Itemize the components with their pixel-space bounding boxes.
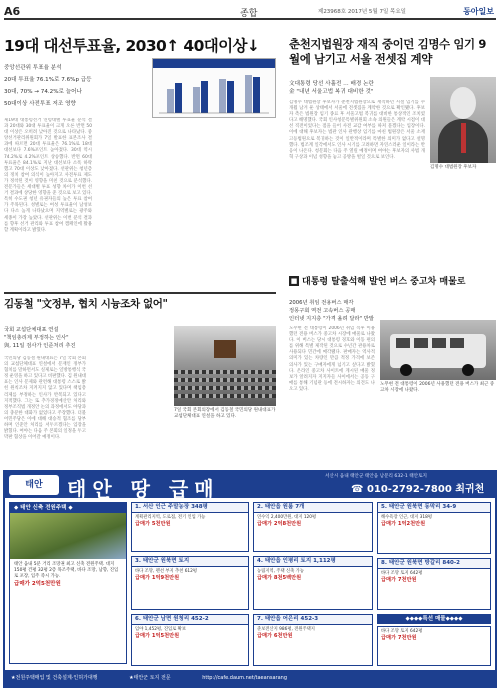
story4-photo-caption: 7일 국회 본회의장에서 김동철 국민의당 원내대표가 교섭단체대표 연설을 하고 있다. xyxy=(174,408,276,419)
ad-listing-title: 5. 태안군 원북면 동막리 34-9 xyxy=(378,503,490,513)
story1-subhead: 50대이상 사전투표 저조 영향 xyxy=(4,101,76,107)
ad-listing-title: 4. 태안읍 인평리 토지 1,112평 xyxy=(254,557,372,567)
story1-subhead: 20대 투표율 76.1%로 7.6%p 급등 xyxy=(4,77,92,83)
ad-address: 서산시 읍내 태안군 태안읍 남문리 632-1 태안토지 xyxy=(325,474,427,479)
house-photo xyxy=(10,513,126,559)
bus-photo xyxy=(380,320,496,380)
ad-service-note: ★태안군 토지 전문 xyxy=(129,675,171,681)
ad-listing-text: 바다 조망 토지 642평 xyxy=(381,571,423,576)
story4-subhead: 與, 11일 검사가 인준처리 추진 xyxy=(4,343,76,349)
story2-photo-caption: 김명수 대법원장 후보자 xyxy=(430,165,477,170)
story3-body: 노무현 전 대통령이 2006년 취임 직후 이용했던 전용 버스가 중고차 시장에 매물로 나왔다. 이 버스는 당시 대통령 경호와 이동 편의를 위해 특별 제작된 것으로 수년간 관용차로 사용되다 민간에 매각됐다. 판매자는 역사적 의미가 있는 차량인 만큼 적정 가격에 보존 의사가 있는 구매자에게 넘기고 싶다고 밝혔다. 온라인 중고차 사이트에 게시된 매물 정보가 알려지자 지지자들 사이에서는 공동 구매를 통해 기념관 등에 전시하자는 의견도 나오고 있다. xyxy=(289,326,375,392)
story4-body-col3 xyxy=(174,422,276,464)
ad-listing-price: 급매가 5천만원 xyxy=(135,521,171,527)
ad-top-bar xyxy=(5,472,495,501)
ad-featured-price: 급매가 2억5천만원 xyxy=(14,580,61,587)
story4-subhead: "책임총리제 부정하는 인사" xyxy=(4,335,69,341)
page-header xyxy=(4,4,496,20)
ad-listing-card[interactable] xyxy=(253,502,373,552)
ad-listing-text: 준보전산지 986평, 전원주택지 xyxy=(257,627,315,632)
ad-service-note: ★전원주택매입 및 건축설계·인허가대행 xyxy=(11,675,98,681)
ad-featured-text: 태안 읍내 5분 거리 조망권 최고 신축 전원주택. 대지 150평 건평 32평 2층 목조주택, 바다 조망, 남향, 진입로 포장, 입주 즉시 가능. xyxy=(14,562,119,580)
story4-headline[interactable]: 김동철 "文정부, 협치 시늉조차 없어" xyxy=(4,298,168,310)
ad-listing-price: 급매가 1억5천만원 xyxy=(135,633,180,639)
ad-listing-card[interactable] xyxy=(253,614,373,666)
ad-phone-number[interactable]: ☎ 010-2792-7800 최귀천 xyxy=(351,484,485,495)
story3-subhead: 정몽구회 역전 고속버스 공매 xyxy=(289,308,356,314)
ad-listing-title: 6. 태안군 남면 원청리 452-2 xyxy=(132,615,248,625)
ad-listing-price: 급매가 8천5백만원 xyxy=(257,575,302,581)
ad-special-listing[interactable] xyxy=(377,626,491,666)
story2-body: 김명수 대법원장 후보자가 춘천지법원장으로 재직하던 시절 임기를 수개월 남겨 둔 상태에서 서울에 전셋집을 계약한 것으로 확인됐다. 후보자 측은 법원장 임기 종료 후 서울고법 복귀를 대비한 통상적인 조치였다고 해명했다. 국회 인사청문특별위원회 소속 의원들은 계약 시점이 대선 직전이었다는 점을 들어 사전 교감 여부를 따져 묻겠다는 입장이다. 이에 대해 후보자는 법관 인사 관행상 임기를 마친 법원장은 서울 소재 고등법원으로 복귀하는 것이 일반적이라며 특별한 의미가 없다고 설명했다. 법조계 일각에서도 인사 시기를 고려하면 자연스러운 일이라는 반응이 나온다. 청문회는 다음 주 열릴 예정이며 여야는 후보자의 사법 개혁 구상과 이념 성향을 놓고 공방을 벌일 것으로 보인다. xyxy=(289,100,425,160)
turnout-chart-graphic xyxy=(152,58,276,118)
ad-title: 태안 땅 급매 xyxy=(67,477,220,501)
ad-cafe-link[interactable]: http://cafe.daum.net/taeansarang xyxy=(202,675,287,681)
ad-featured-title: ◆ 태안 신축 전원주택 ◆ xyxy=(10,503,126,513)
ad-listing-price: 급매가 1억2천만원 xyxy=(381,521,426,527)
story3-photo-caption: 노무현 전 대통령이 2006년 사용했던 전용 버스가 최근 중고차 시장에 나왔다. xyxy=(380,382,495,393)
story2-body-col2 xyxy=(430,174,496,270)
ad-listing-text: 임야 1,452평, 진입로 확보 xyxy=(135,627,186,632)
ad-listing-text: 바다 조망, 펜션 부지 추천 612평 xyxy=(135,569,198,574)
ad-listing-text: 연수익 2,400만원, 대지 120평 xyxy=(257,515,317,520)
ad-listing-title: 1. 서산 인근 주말농장 348평 xyxy=(132,503,248,513)
ad-special-text: 바다 조망 토지 642평 xyxy=(381,629,423,634)
story1-subhead: 30대, 70% → 74.2%로 늘어나 xyxy=(4,89,82,95)
ad-listing-price: 급매가 7천만원 xyxy=(381,577,417,583)
story4-subhead: 국회 교섭단체대표 연설 xyxy=(4,327,59,333)
ad-listing-card[interactable] xyxy=(131,502,249,552)
ad-special-price: 급매가 7천만원 xyxy=(381,635,417,641)
section-name: 종합 xyxy=(240,9,258,19)
story1-subheads xyxy=(4,62,149,110)
story2-subhead: 文대통령 당선 사흘전 … 배경 논란 xyxy=(289,81,374,87)
ad-listing-card[interactable] xyxy=(377,502,491,554)
story2-headline[interactable]: 춘천지법원장 재직 중이던 김명수 임기 9월에 남기고 서울 전셋집 계약 xyxy=(289,37,486,66)
story2-subhead: 金 "내년 서울고법 복귀 대비한 것" xyxy=(289,89,374,95)
story4-body: 국민의당 김동철 원내대표는 7일 국회 본회의 교섭단체대표 연설에서 문재인 정부가 협치를 말하면서도 실제로는 일방통행식 국정 운영을 하고 있다고 비판했다. 김 원내대표는 인사 문제와 관련해 대통령 스스로 밝힌 원칙조차 지켜지지 않고 있다며 책임총리제를 부정하는 인사가 반복되고 있다고 지적했다. 그는 또 추가경정예산안 처리와 정부조직법 개정안 논의 과정에서도 야당과의 충분한 대화가 없었다고 주장했다. 더불어민주당은 이에 대해 대승적 협조를 당부하며 인준안 처리를 서두르겠다는 입장을 밝혔다. 여야는 다음 주 본회의 일정을 두고 막판 협상을 이어갈 예정이다. xyxy=(4,356,86,441)
issue-info: 제23968호 2017년 5월 7일 목요일 xyxy=(318,9,406,15)
story3-subhead: 인터넷 지지층 "가격 올려 달라" 반발 xyxy=(289,316,374,322)
story3-body-col2 xyxy=(380,396,496,464)
ad-listing-title: 3. 태안군 원북면 토지 xyxy=(132,557,248,567)
ad-listing-card[interactable] xyxy=(131,614,249,666)
story3-headline[interactable] xyxy=(289,276,496,288)
ad-listing-text: 해수욕장 인근, 대지 318평 xyxy=(381,515,433,520)
story1-body-col1: 제19대 대통령선거 연령대별 투표율 분석 결과 20대와 30대 투표율이 크게 오른 반면 50대 이상은 오히려 낮아진 것으로 나타났다. 중앙선거관리위원회가 7일 발표한 표본조사 결과에 따르면 20대 투표율은 76.1%로 18대 대선보다 7.6%포인트 높아졌다. 30대 역시 74.2%로 4.2%포인트 상승했다. 반면 60대 투표율은 84.1%로 지난 대선보다 소폭 하락했고 70대 이상도 낮아졌다. 선관위는 청년층의 정치 참여 의식이 높아지고 사전투표 제도가 정착된 것이 영향을 미친 것으로 분석했다. 전문가들은 세대별 투표 성향 차이가 이번 선거 결과에 상당한 영향을 준 것으로 보고 있다. 특히 수도권 청년 유권자들의 높은 투표 참여가 주목된다. 성별로는 여성 투표율이 남성보다 다소 높게 나타났으며 지역별로는 광주와 세종이 가장 높았다. 선관위는 이번 분석 결과를 향후 선거 관리와 투표 참여 캠페인에 활용할 계획이라고 밝혔다. xyxy=(4,118,92,233)
story4-body-col2 xyxy=(90,356,170,464)
ad-listing-card[interactable] xyxy=(253,556,373,610)
story2-subheads xyxy=(289,80,419,96)
ad-listing-price: 급매가 2억8천만원 xyxy=(257,521,302,527)
story3-headline-text: 대통령 탈출석해 발언 버스 중고차 매물로 xyxy=(302,277,466,287)
candidate-portrait-photo xyxy=(430,77,496,163)
story1-body-col3 xyxy=(190,118,278,286)
turnout-bars-icon xyxy=(153,59,275,117)
ad-listing-card[interactable] xyxy=(131,556,249,610)
story1-subhead: 중앙선관위 투표율 분석 xyxy=(4,65,62,71)
real-estate-advertisement xyxy=(3,470,497,688)
story3-marker: ■ xyxy=(290,277,298,285)
page-number: A6 xyxy=(4,5,21,18)
story4-rule xyxy=(4,292,276,294)
ad-listing-title: 8. 태안군 원북면 방갈리 840-2 xyxy=(378,559,490,569)
ad-listing-title: 2. 태안읍 원룸 7개 xyxy=(254,503,372,513)
ad-logo: 태안 xyxy=(9,475,59,495)
newspaper-logo: 동아일보 xyxy=(463,7,494,16)
ad-listing-price: 급매가 1억9천만원 xyxy=(135,575,180,581)
ad-listing-title: 7. 태안읍 어은리 452-3 xyxy=(254,615,372,625)
story1-headline[interactable]: 19대 대선투표율, 2030↑ 40대이상↓ xyxy=(4,37,260,55)
ad-listing-text: 계획관리지역, 도로접, 전기 인입 가능 xyxy=(135,515,206,520)
assembly-hall-photo xyxy=(174,326,276,406)
ad-listing-card[interactable] xyxy=(377,558,491,610)
ad-listing-text: 농림지역, 주택 신축 가능 xyxy=(257,569,304,574)
story1-body-col2 xyxy=(98,118,186,286)
ad-bottom-bar xyxy=(5,670,495,686)
story3-subhead: 2006년 취임 전용버스 매각 xyxy=(289,300,354,306)
ad-listing-price: 급매가 6천만원 xyxy=(257,633,293,639)
ad-special-banner: ◆◆◆◆특선 매물◆◆◆◆ xyxy=(377,614,491,624)
ad-featured-listing[interactable] xyxy=(9,502,127,664)
story4-subheads xyxy=(4,326,124,350)
